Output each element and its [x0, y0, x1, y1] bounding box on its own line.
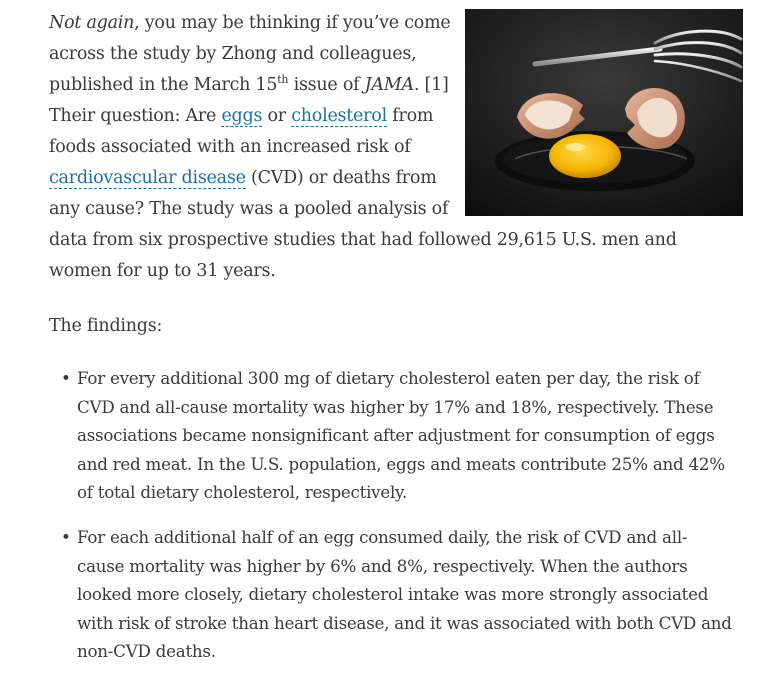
intro-paragraph — [49, 8, 739, 287]
bullet-icon: • — [61, 526, 71, 547]
intro-text-5: from foods associated with an increased risk of — [49, 106, 434, 157]
bullet-icon: • — [61, 368, 71, 388]
intro-text-1: , you may be thinking if you’ve come across the study by Zhong and colleagues, published in the March 15 — [49, 13, 451, 95]
intro-emphasis: Not again — [49, 13, 135, 33]
cardiovascular-disease-link[interactable]: cardiovascular disease — [49, 168, 246, 188]
article-body — [49, 8, 739, 682]
intro-text-3: . [1] Their question: Are — [49, 75, 449, 126]
intro-text-6: (CVD) or deaths from any cause? The study was a pooled analysis of data from six prospective studies that had followed 29,615 U.S. men and women for up to 31 years. — [49, 168, 677, 281]
findings-heading: The findings: — [49, 316, 163, 336]
cracked-egg-with-whisk-photo — [465, 9, 743, 216]
cholesterol-link[interactable]: cholesterol — [291, 106, 387, 126]
egg-photo — [465, 9, 743, 216]
finding-text: For every additional 300 mg of dietary cholesterol eaten per day, the risk of CVD and all-cause mortality was higher by 17% and 18%, respectively. These associations became nonsignificant after adjustment for consumption of eggs and red meat. In the U.S. population, eggs and meats contribute 25% and 42% of total dietary cholesterol, respectively. — [77, 368, 725, 503]
eggs-link[interactable]: eggs — [221, 106, 263, 126]
finding-text: For each additional half of an egg consumed daily, the risk of CVD and all-cause mortality was higher by 6% and 8%, respectively. When the authors looked more closely, dietary cholesterol intake was more strongly associated with risk of stroke than heart disease, and it was associated with both CVD and non-CVD deaths. — [77, 526, 732, 662]
intro-text-4: or — [262, 106, 292, 126]
intro-text-2: issue of — [288, 75, 365, 95]
list-item — [61, 523, 739, 666]
ordinal-suffix: th — [277, 73, 289, 87]
findings-list — [49, 364, 739, 666]
journal-name: JAMA — [364, 75, 414, 95]
list-item — [61, 364, 739, 507]
